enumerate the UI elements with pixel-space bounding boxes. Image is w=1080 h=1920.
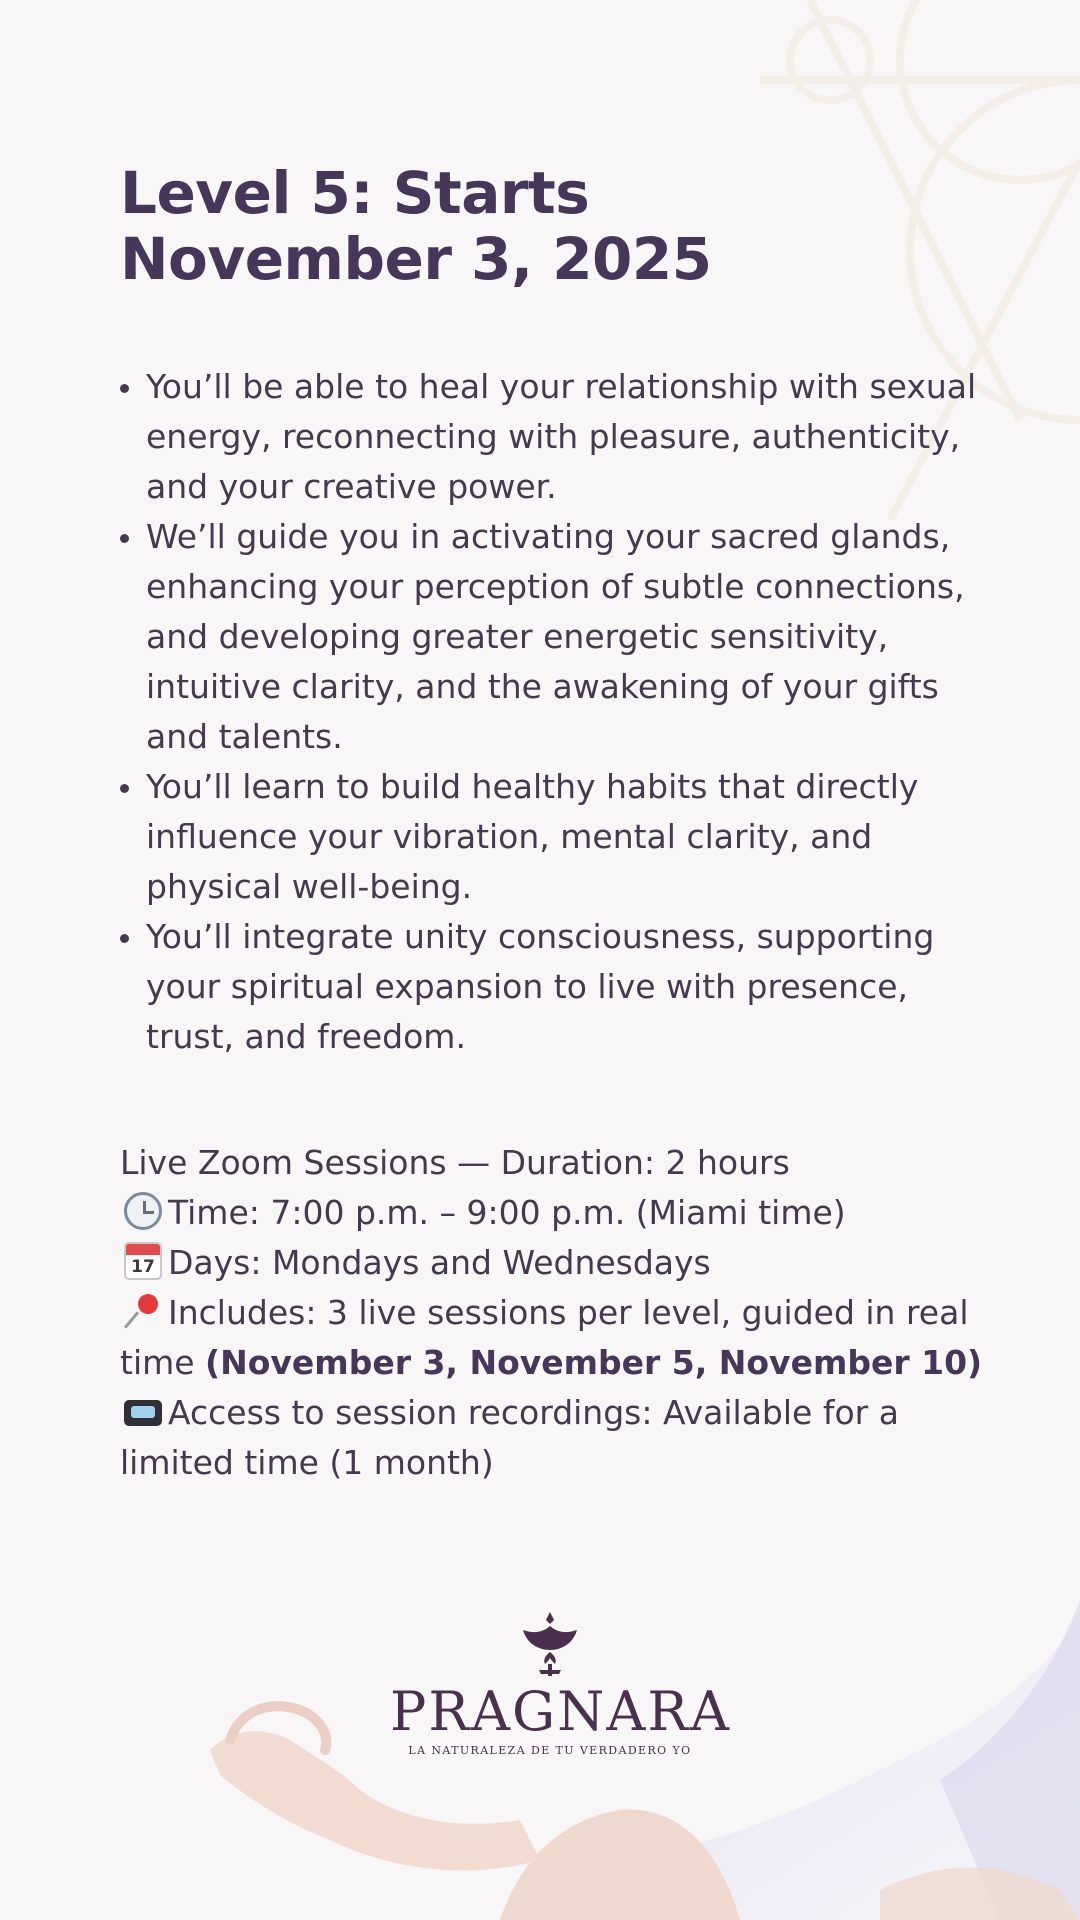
list-item: You’ll learn to build healthy habits that directly influence your vibration, mental clarity, and physical well-being. <box>146 762 1000 912</box>
page-title <box>120 160 1000 292</box>
main-content <box>120 160 1000 1488</box>
includes-dates: (November 3, November 5, November 10) <box>205 1343 983 1382</box>
days-line <box>120 1238 1000 1288</box>
includes-line <box>120 1288 1000 1388</box>
title-line-1: Level 5: Starts <box>120 159 590 227</box>
calendar-day: 17 <box>131 1257 155 1277</box>
recordings-line <box>120 1388 1000 1488</box>
benefits-list <box>120 362 1000 1062</box>
list-item: You’ll integrate unity consciousness, supporting your spiritual expansion to live with presence, trust, and freedom. <box>146 912 1000 1062</box>
days-text: Days: Mondays and Wednesdays <box>168 1243 711 1282</box>
pushpin-icon <box>124 1292 162 1330</box>
logo-tagline: LA NATURALEZA DE TU VERDADERO YO <box>408 1744 692 1757</box>
logo-wordmark: PRAGNARA <box>390 1680 732 1743</box>
calendar-icon <box>124 1242 162 1280</box>
sessions-title: Live Zoom Sessions — Duration: 2 hours <box>120 1143 790 1182</box>
includes-text: Includes: 3 live sessions per level, guided in real time <box>120 1293 969 1382</box>
videocassette-icon <box>124 1400 162 1426</box>
clock-icon <box>124 1192 162 1230</box>
list-item: We’ll guide you in activating your sacred glands, enhancing your perception of subtle connections, and developing greater energetic sensitivity, intuitive clarity, and the awakening of your gifts and talents. <box>146 512 1000 762</box>
title-line-2: November 3, 2025 <box>120 225 712 293</box>
session-details <box>120 1138 1000 1488</box>
recordings-text: Access to session recordings: Available for a limited time (1 month) <box>120 1393 899 1482</box>
list-item: You’ll be able to heal your relationship with sexual energy, reconnecting with pleasure, authenticity, and your creative power. <box>146 362 1000 512</box>
brand-logo <box>390 1610 732 1757</box>
time-line <box>120 1188 1000 1238</box>
lotus-crown-icon <box>515 1610 585 1680</box>
time-text: Time: 7:00 p.m. – 9:00 p.m. (Miami time) <box>168 1193 846 1232</box>
